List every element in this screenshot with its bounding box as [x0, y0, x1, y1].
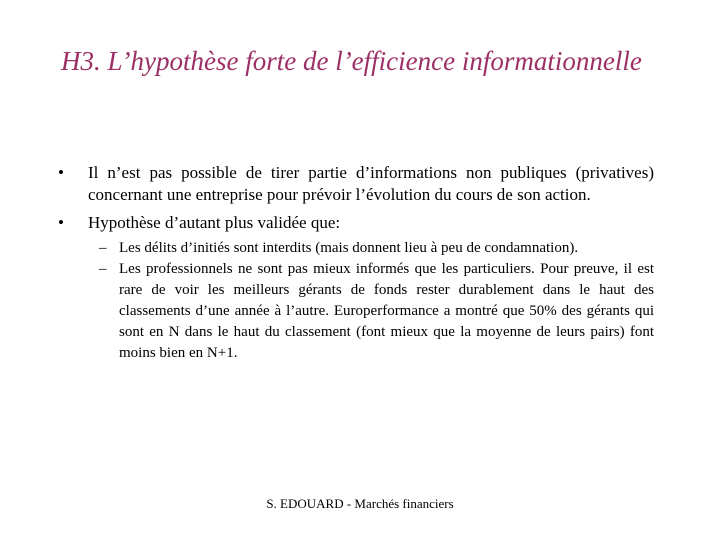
- slide-title: H3. L’hypothèse forte de l’efficience informationnelle: [61, 46, 642, 76]
- slide-footer: S. EDOUARD - Marchés financiers: [266, 496, 454, 511]
- sub-bullet-marker: –: [99, 240, 107, 256]
- bullet-marker: •: [58, 163, 64, 182]
- sub-bullet-text: Les délits d’initiés sont interdits (mais donnent lieu à peu de condamnation).: [119, 240, 579, 256]
- sub-bullet-text: Les professionnels ne sont pas mieux informés que les particuliers. Pour preuve, il est rare de voir les meilleurs gérants de fonds rester durablement dans le haut des classements d’une année à l’autre. Europerformance a montré que 50% des gérants qui sont en N dans le haut du classement (font mieux que la moyenne de leurs pairs) font moins bien en N+1.: [119, 261, 654, 361]
- sub-bullet-item: [88, 238, 654, 259]
- bullet-text: Il n’est pas possible de tirer partie d’informations non publiques (privatives) concernant une entreprise pour prévoir l’évolution du cours de son action.: [88, 163, 654, 204]
- sub-bullet-marker: –: [99, 261, 107, 277]
- bullet-list: [58, 162, 654, 370]
- sub-bullet-item: [88, 259, 654, 364]
- sub-bullet-list: [88, 238, 654, 364]
- bullet-marker: •: [58, 213, 64, 232]
- bullet-item: [58, 212, 654, 364]
- bullet-item: [58, 162, 654, 206]
- bullet-text: Hypothèse d’autant plus validée que:: [88, 213, 341, 232]
